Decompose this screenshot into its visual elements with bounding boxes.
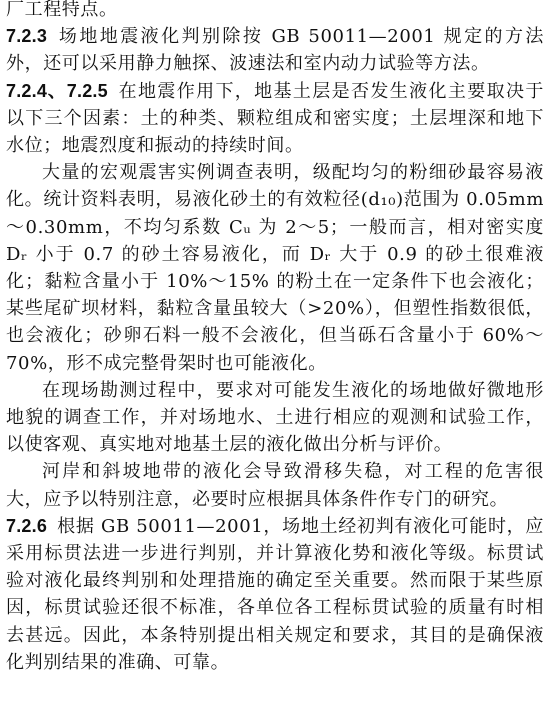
riverbank-slope-paragraph <box>6 458 544 512</box>
clause-7-2-6-paragraph <box>6 513 544 676</box>
liquefaction-soil-paragraph <box>6 159 544 377</box>
clause-7-2-4-7-2-5-paragraph <box>6 78 544 160</box>
paragraph-text: 场地地震液化判别除按 GB 50011—2001 规定的方法外，还可以采用静力触探、波速法和室内动力试验等方法。 <box>6 26 544 75</box>
paragraph-text: 河岸和斜坡地带的液化会导致滑移失稳，对工程的危害很大，应予以特别注意，必要时应根据具体条件作专门的研究。 <box>6 461 544 510</box>
clause-number: 7.2.4、7.2.5 <box>6 80 108 101</box>
clause-number: 7.2.6 <box>6 515 48 536</box>
clause-number: 7.2.3 <box>6 26 48 47</box>
paragraph-text: 根据 GB 50011—2001，场地土经初判有液化可能时，应采用标贯法进一步进行判别，并计算液化势和液化等级。标贯试验对液化最终判别和处理措施的确定至关重要。然而限于某些原因，标贯试验还很不标准，各单位各工程标贯试验的质量有时相去甚远。因此，本条特别提出相关规定和要求，其目的是确保液化判别结果的准确、可靠。 <box>6 515 544 673</box>
clause-7-2-3-paragraph <box>6 23 544 77</box>
continued-paragraph <box>6 0 544 23</box>
paragraph-text: 在地震作用下，地基土层是否发生液化主要取决于以下三个因素：土的种类、颗粒组成和密实度；土层埋深和地下水位；地震烈度和振动的持续时间。 <box>6 80 544 157</box>
paragraph-text: 大量的宏观震害实例调查表明，级配均匀的粉细砂最容易液化。统计资料表明，易液化砂土的有效粒径(d₁₀)范围为 0.05mm～0.30mm，不均匀系数 Cᵤ 为 2～5；一般而言，相对密实度 Dᵣ 小于 0.7 的砂土容易液化，而 Dᵣ 大于 0.9 的砂土很难液化；黏粒含量小于 10%～15% 的粉土在一定条件下也会液化；某些尾矿坝材料，黏粒含量虽较大（>20%），但塑性指数很低，也会液化；砂卵石料一般不会液化，但当砾石含量小于 60%～70%，形不成完整骨架时也可能液化。 <box>6 162 544 374</box>
paragraph-text: 在现场勘测过程中，要求对可能发生液化的场地做好微地形地貌的调查工作，并对场地水、土进行相应的观测和试验工作，以使客观、真实地对地基土层的液化做出分析与评价。 <box>6 379 544 456</box>
paragraph-text: 厂工程特点。 <box>6 0 118 20</box>
site-survey-paragraph <box>6 377 544 459</box>
